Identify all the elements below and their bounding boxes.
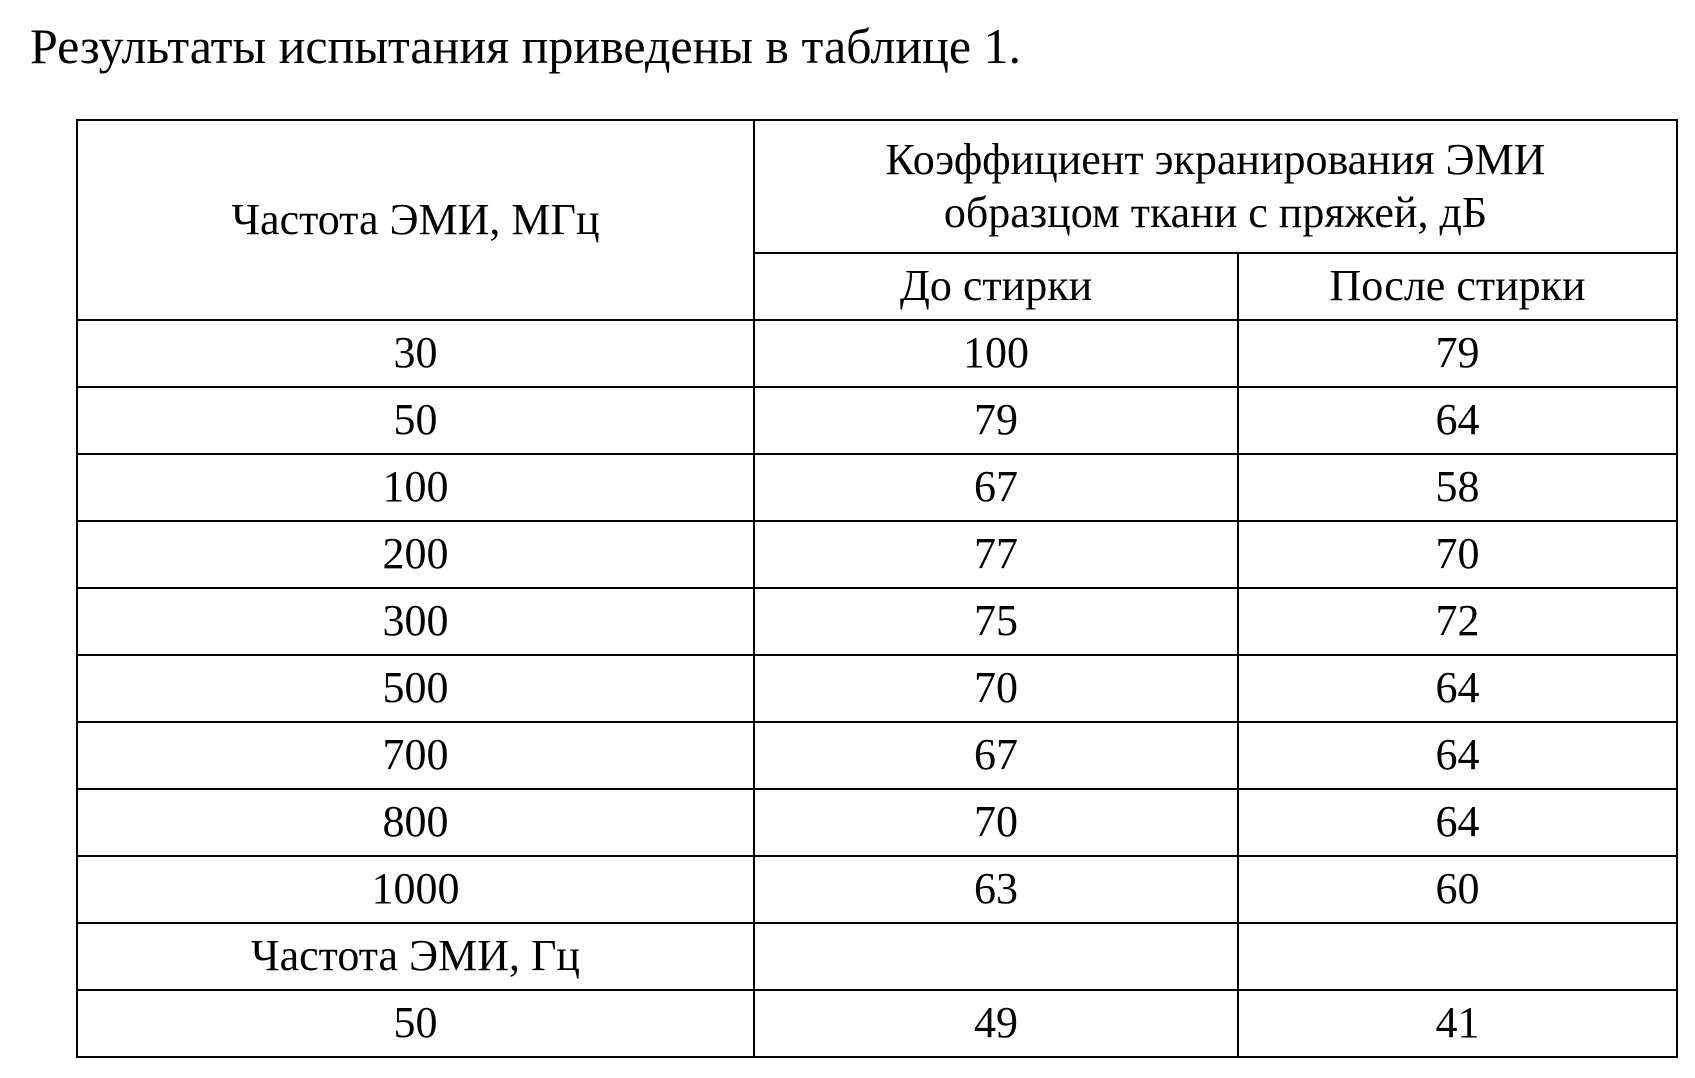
cell-frequency: 200 [77, 521, 754, 588]
cell-frequency-hz-label: Частота ЭМИ, Гц [77, 923, 754, 990]
cell-after: 70 [1238, 521, 1677, 588]
cell-frequency: 100 [77, 454, 754, 521]
cell-frequency: 30 [77, 320, 754, 387]
cell-after: 64 [1238, 722, 1677, 789]
table-row [77, 521, 1677, 588]
cell-before: 67 [754, 454, 1238, 521]
results-table [76, 119, 1678, 1058]
header-shielding-line-2: образцом ткани с пряжей, дБ [943, 187, 1488, 237]
cell-after: 79 [1238, 320, 1677, 387]
cell-frequency: 50 [77, 990, 754, 1057]
table-row [77, 387, 1677, 454]
cell-frequency: 1000 [77, 856, 754, 923]
header-shielding-coefficient [754, 120, 1677, 253]
cell-before: 49 [754, 990, 1238, 1057]
cell-frequency: 800 [77, 789, 754, 856]
cell-before: 77 [754, 521, 1238, 588]
table-row [77, 789, 1677, 856]
cell-before: 79 [754, 387, 1238, 454]
header-before-washing: До стирки [754, 253, 1238, 320]
cell-after: 64 [1238, 789, 1677, 856]
cell-after: 72 [1238, 588, 1677, 655]
table-row [77, 588, 1677, 655]
cell-frequency: 300 [77, 588, 754, 655]
table-row [77, 856, 1677, 923]
cell-frequency: 700 [77, 722, 754, 789]
table-row [77, 722, 1677, 789]
table-row [77, 320, 1677, 387]
cell-before: 100 [754, 320, 1238, 387]
table-row-hz-header [77, 923, 1677, 990]
intro-paragraph: Результаты испытания приведены в таблице 1. [30, 18, 1022, 74]
cell-after: 60 [1238, 856, 1677, 923]
cell-frequency: 500 [77, 655, 754, 722]
cell-before: 67 [754, 722, 1238, 789]
cell-before: 70 [754, 789, 1238, 856]
header-frequency-mhz: Частота ЭМИ, МГц [77, 120, 754, 320]
cell-before: 70 [754, 655, 1238, 722]
cell-before: 75 [754, 588, 1238, 655]
cell-after [1238, 923, 1677, 990]
cell-after: 58 [1238, 454, 1677, 521]
cell-after: 64 [1238, 387, 1677, 454]
cell-after: 64 [1238, 655, 1677, 722]
cell-before [754, 923, 1238, 990]
cell-after: 41 [1238, 990, 1677, 1057]
cell-before: 63 [754, 856, 1238, 923]
header-shielding-line-1: Коэффициент экранирования ЭМИ [885, 134, 1546, 184]
header-row [77, 120, 1677, 253]
cell-frequency: 50 [77, 387, 754, 454]
table-row [77, 454, 1677, 521]
table-row [77, 990, 1677, 1057]
table-row [77, 655, 1677, 722]
header-after-washing: После стирки [1238, 253, 1677, 320]
